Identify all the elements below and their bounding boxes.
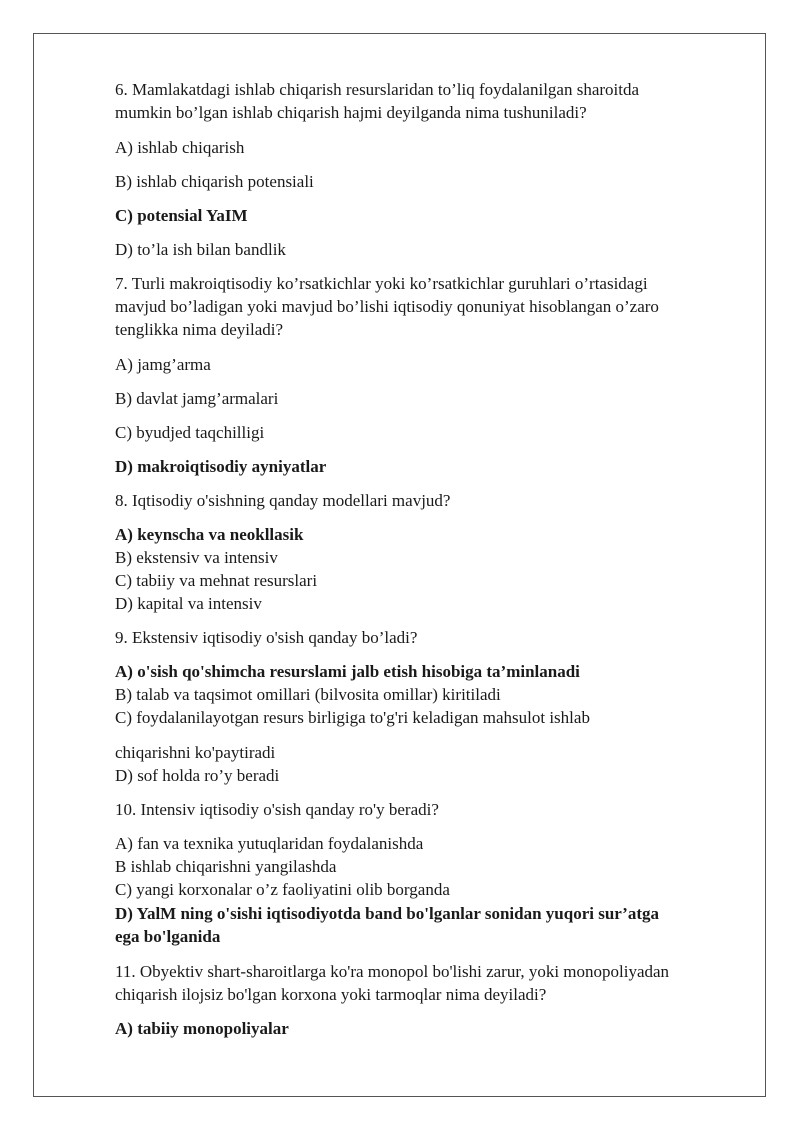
question-6-line-1: 6. Mamlakatdagi ishlab chiqarish resurslaridan to’liq foydalanilgan sharoitda bbox=[115, 80, 640, 99]
question-9-line-1: 9. Ekstensiv iqtisodiy o'sish qanday bo’ladi? bbox=[115, 628, 418, 647]
question-6-option-a: A) ishlab chiqarish bbox=[115, 138, 245, 157]
question-11-line-2: chiqarish ilojsiz bo'lgan korxona yoki tarmoqlar nima deyiladi? bbox=[115, 985, 547, 1004]
question-9-option-b: B) talab va taqsimot omillari (bilvosita omillar) kiritiladi bbox=[115, 685, 501, 704]
question-10-option-d-correct: D) YalM ning o'sishi iqtisodiyotda band bo'lganlar sonidan yuqori sur’atga bbox=[115, 904, 659, 923]
question-8-option-c: C) tabiiy va mehnat resurslari bbox=[115, 571, 318, 590]
question-7-option-d-correct: D) makroiqtisodiy ayniyatlar bbox=[115, 457, 327, 476]
question-7-line-1: 7. Turli makroiqtisodiy ko’rsatkichlar yoki ko’rsatkichlar guruhlari o’rtasidagi bbox=[115, 274, 648, 293]
question-6-line-2: mumkin bo’lgan ishlab chiqarish hajmi deyilganda nima tushuniladi? bbox=[115, 103, 587, 122]
question-6-option-c-correct: C) potensial YaIM bbox=[115, 206, 248, 225]
question-8-option-b: B) ekstensiv va intensiv bbox=[115, 548, 278, 567]
question-10-option-c: C) yangi korxonalar o’z faoliyatini olib borganda bbox=[115, 880, 450, 899]
question-10-option-b: B ishlab chiqarishni yangilashda bbox=[115, 857, 337, 876]
question-9-option-d: D) sof holda ro’y beradi bbox=[115, 766, 280, 785]
question-8-line-1: 8. Iqtisodiy o'sishning qanday modellari mavjud? bbox=[115, 491, 451, 510]
question-10-line-1: 10. Intensiv iqtisodiy o'sish qanday ro'y beradi? bbox=[115, 800, 439, 819]
question-7-option-c: C) byudjed taqchilligi bbox=[115, 423, 265, 442]
question-8-option-a-correct: A) keynscha va neokllasik bbox=[115, 525, 304, 544]
question-11-line-1: 11. Obyektiv shart-sharoitlarga ko'ra monopol bo'lishi zarur, yoki monopoliyadan bbox=[115, 962, 670, 981]
question-9-option-c: C) foydalanilayotgan resurs birligiga to'g'ri keladigan mahsulot ishlab bbox=[115, 708, 590, 727]
question-10-option-a: A) fan va texnika yutuqlaridan foydalanishda bbox=[115, 834, 424, 853]
question-7-line-3: tenglikka nima deyiladi? bbox=[115, 320, 284, 339]
question-8-option-d: D) kapital va intensiv bbox=[115, 594, 262, 613]
question-11-option-a-correct: A) tabiiy monopoliyalar bbox=[115, 1019, 289, 1038]
question-9-option-a-correct: A) o'sish qo'shimcha resurslami jalb etish hisobiga ta’minlanadi bbox=[115, 662, 580, 681]
question-9-option-c-cont: chiqarishni ko'paytiradi bbox=[115, 743, 276, 762]
question-6-option-b: B) ishlab chiqarish potensiali bbox=[115, 172, 314, 191]
question-7-option-a: A) jamg’arma bbox=[115, 355, 211, 374]
question-10-option-d-cont: ega bo'lganida bbox=[115, 927, 221, 946]
question-6-option-d: D) to’la ish bilan bandlik bbox=[115, 240, 286, 259]
question-7-option-b: B) davlat jamg’armalari bbox=[115, 389, 279, 408]
question-7-line-2: mavjud bo’ladigan yoki mavjud bo’lishi iqtisodiy qonuniyat hisoblangan o’zaro bbox=[115, 297, 659, 316]
